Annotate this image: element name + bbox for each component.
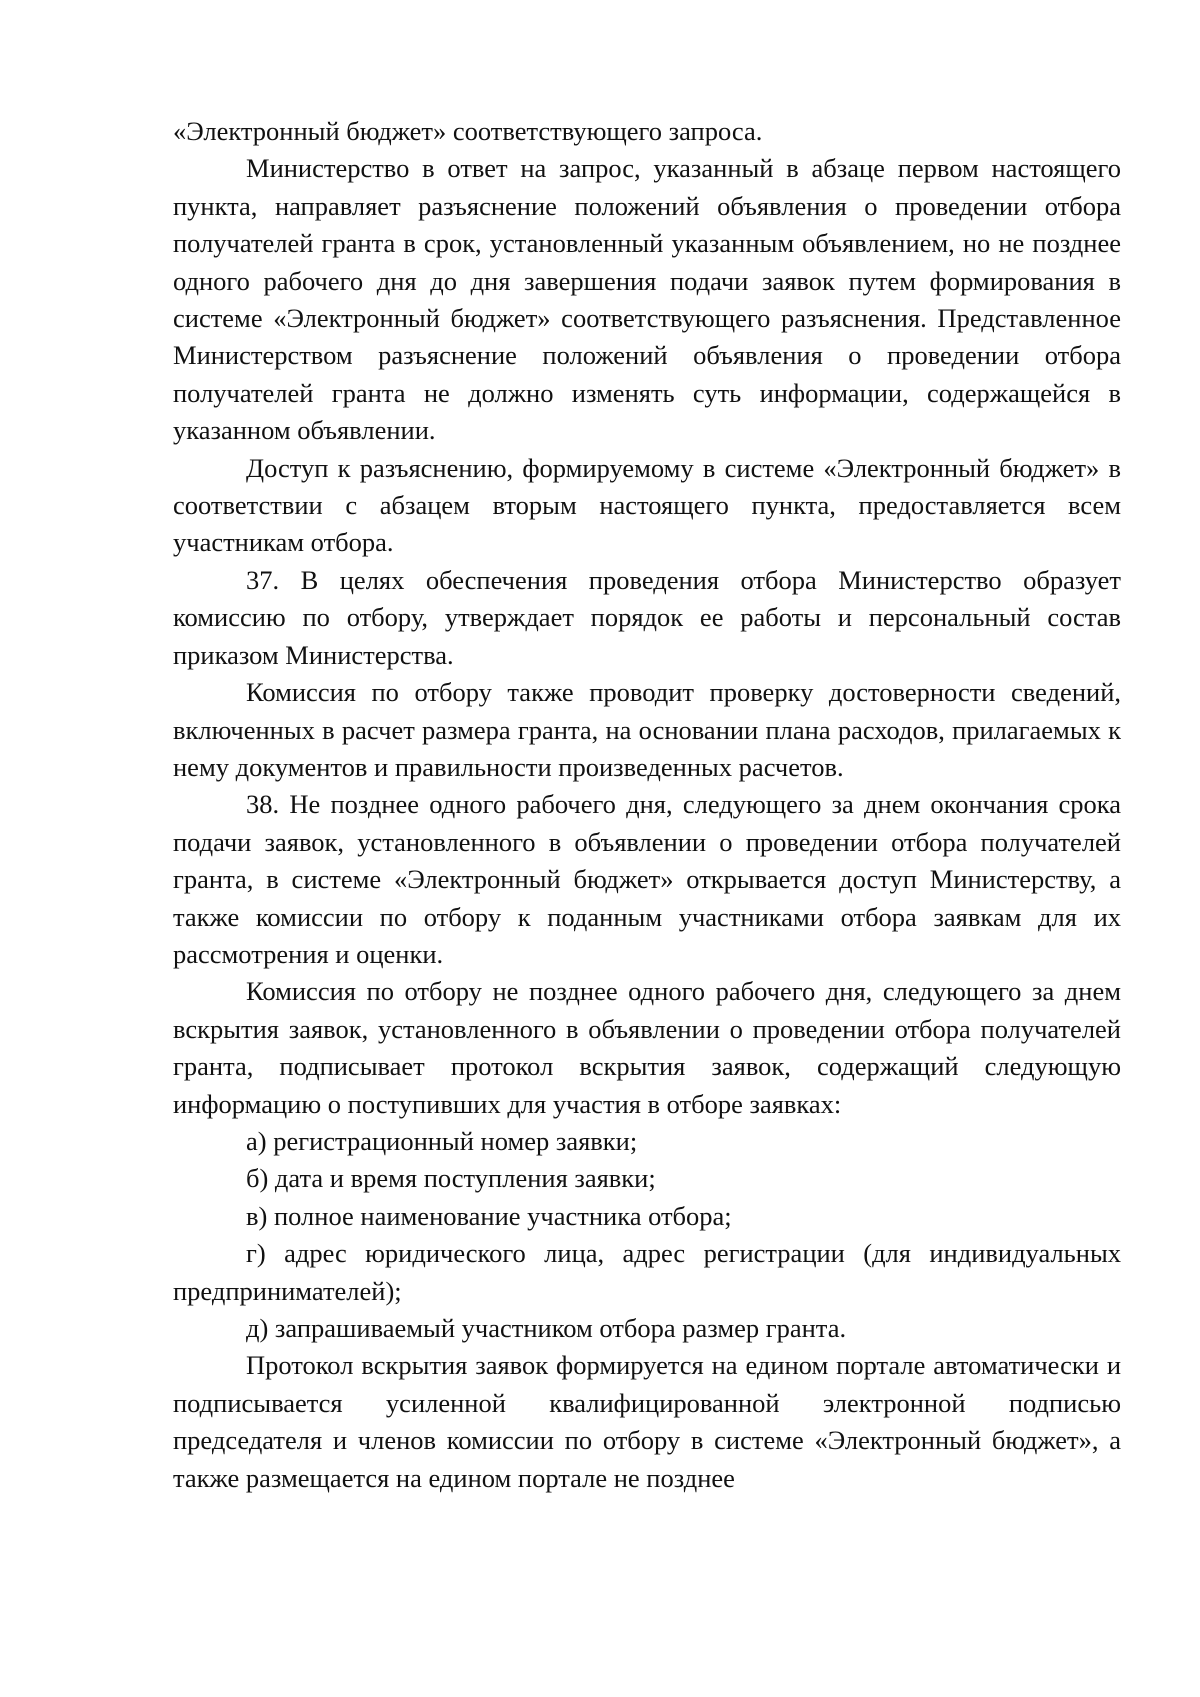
paragraph-2: Министерство в ответ на запрос, указанный в абзаце первом настоящего пункта, направляет разъяснение положений объявления о проведении отбора получателей гранта в срок, установленный указанным объявлением, но не позднее одного рабочего дня до дня завершения подачи заявок путем формирования в системе «Электронный бюджет» соответствующего разъяснения. Представленное Министерством разъяснение положений объявления о проведении отбора получателей гранта не должно изменять суть информации, содержащейся в указанном объявлении. [173,153,1121,446]
paragraph-3: Доступ к разъяснению, формируемому в системе «Электронный бюджет» в соответствии с абзацем вторым настоящего пункта, предоставляется всем участникам отбора. [173,452,1121,558]
paragraph-item-37: 37. В целях обеспечения проведения отбора Министерство образует комиссию по отбору, утверждает порядок ее работы и персональный состав приказом Министерства. [173,564,1121,670]
paragraph-5: Комиссия по отбору также проводит проверку достоверности сведений, включенных в расчет размера гранта, на основании плана расходов, прилагаемых к нему документов и правильности произведенных расчетов. [173,677,1121,782]
list-item-a: а) регистрационный номер заявки; [246,1125,638,1156]
paragraph-13: Протокол вскрытия заявок формируется на едином портале автоматически и подписывается усиленной квалифицированной электронной подписью председателя и членов комиссии по отбору в системе «Электронный бюджет», а также размещается на едином портале не позднее [173,1350,1121,1493]
list-item-v: в) полное наименование участника отбора; [246,1200,732,1231]
paragraph-7: Комиссия по отбору не позднее одного рабочего дня, следующего за днем вскрытия заявок, установленного в объявлении о проведении отбора получателей гранта, подписывает протокол вскрытия заявок, содержащий следующую информацию о поступивших для участия в отборе заявках: [173,976,1121,1119]
list-item-b: б) дата и время поступления заявки; [246,1163,656,1194]
list-item-d: д) запрашиваемый участником отбора размер гранта. [246,1313,847,1343]
list-item-g: г) адрес юридического лица, адрес регистрации (для индивидуальных предпринимателей); [173,1238,1121,1306]
document-body [173,113,1121,1497]
paragraph-item-38: 38. Не позднее одного рабочего дня, следующего за днем окончания срока подачи заявок, установленного в объявлении о проведении отбора получателей гранта, в системе «Электронный бюджет» открывается доступ Министерству, а также комиссии по отбору к поданным участниками отбора заявкам для их рассмотрения и оценки. [173,789,1121,969]
paragraph-1: «Электронный бюджет» соответствующего запроса. [173,116,763,146]
